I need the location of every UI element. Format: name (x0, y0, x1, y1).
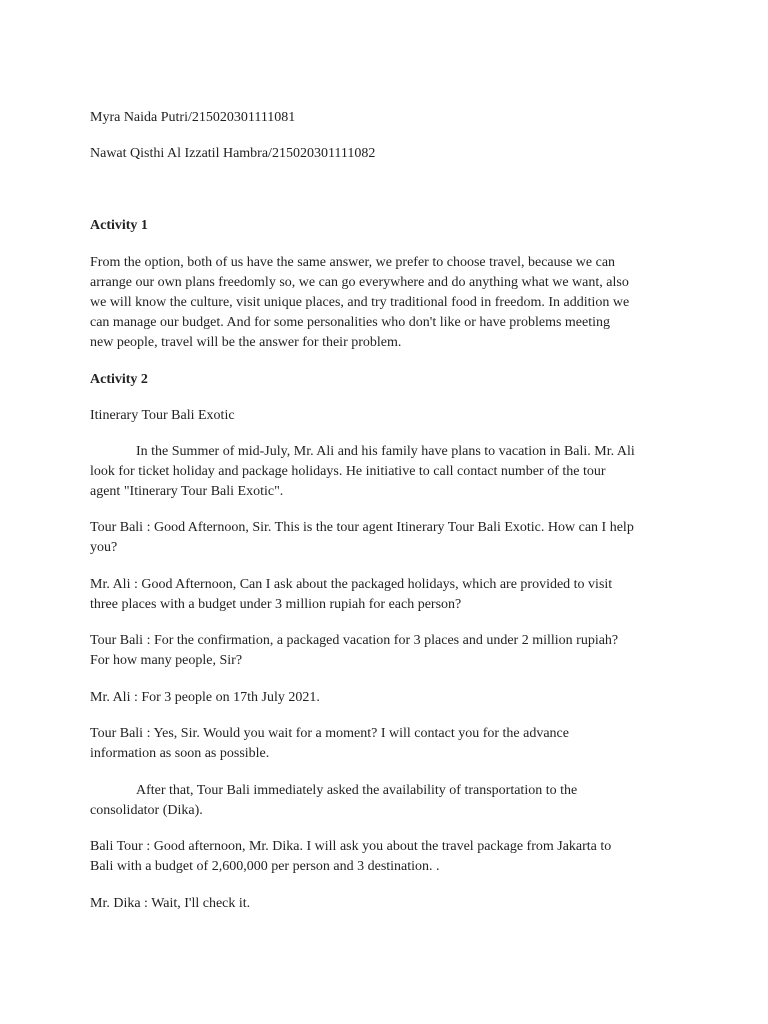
paragraph-line: Mr. Ali : For 3 people on 17th July 2021. (90, 690, 320, 705)
paragraph-line: new people, travel will be the answer for their problem. (90, 335, 402, 350)
paragraph-line: Mr. Ali : Good Afternoon, Can I ask about the packaged holidays, which are provided to visit (90, 577, 613, 592)
author-line-2: Nawat Qisthi Al Izzatil Hambra/215020301111082 (90, 146, 376, 161)
paragraph-line: look for ticket holiday and package holidays. He initiative to call contact number of the tour (90, 464, 606, 479)
paragraph-line: you? (90, 540, 118, 555)
itinerary-title: Itinerary Tour Bali Exotic (90, 408, 235, 423)
paragraph-line: From the option, both of us have the same answer, we prefer to choose travel, because we can (90, 255, 616, 270)
paragraph-line: Tour Bali : Yes, Sir. Would you wait for a moment? I will contact you for the advance (90, 726, 569, 741)
paragraph-line: In the Summer of mid-July, Mr. Ali and his family have plans to vacation in Bali. Mr. Ali (136, 444, 635, 459)
author-line-1: Myra Naida Putri/215020301111081 (90, 110, 296, 125)
paragraph-line: Mr. Dika : Wait, I'll check it. (90, 896, 251, 911)
activity-2-heading: Activity 2 (90, 372, 148, 387)
activity-1-heading: Activity 1 (90, 218, 148, 233)
paragraph-line: agent "Itinerary Tour Bali Exotic". (90, 484, 284, 499)
paragraph-line: can manage our budget. And for some personalities who don't like or have problems meeting (90, 315, 611, 330)
paragraph-line: arrange our own plans freedomly so, we can go everywhere and do anything what we want, also (90, 275, 629, 290)
paragraph-line: Tour Bali : Good Afternoon, Sir. This is the tour agent Itinerary Tour Bali Exotic. How can I help (90, 520, 634, 535)
paragraph-line: three places with a budget under 3 million rupiah for each person? (90, 597, 462, 612)
paragraph-line: Bali Tour : Good afternoon, Mr. Dika. I will ask you about the travel package from Jakarta to (90, 839, 612, 854)
paragraph-line: information as soon as possible. (90, 746, 270, 761)
paragraph-line: Bali with a budget of 2,600,000 per person and 3 destination. . (90, 859, 440, 874)
paragraph-line: we will know the culture, visit unique places, and try traditional food in freedom. In addition we (90, 295, 630, 310)
paragraph-line: consolidator (Dika). (90, 803, 203, 818)
paragraph-line: After that, Tour Bali immediately asked the availability of transportation to the (136, 783, 578, 798)
paragraph-line: Tour Bali : For the confirmation, a packaged vacation for 3 places and under 2 million rupiah? (90, 633, 619, 648)
paragraph-line: For how many people, Sir? (90, 653, 243, 668)
